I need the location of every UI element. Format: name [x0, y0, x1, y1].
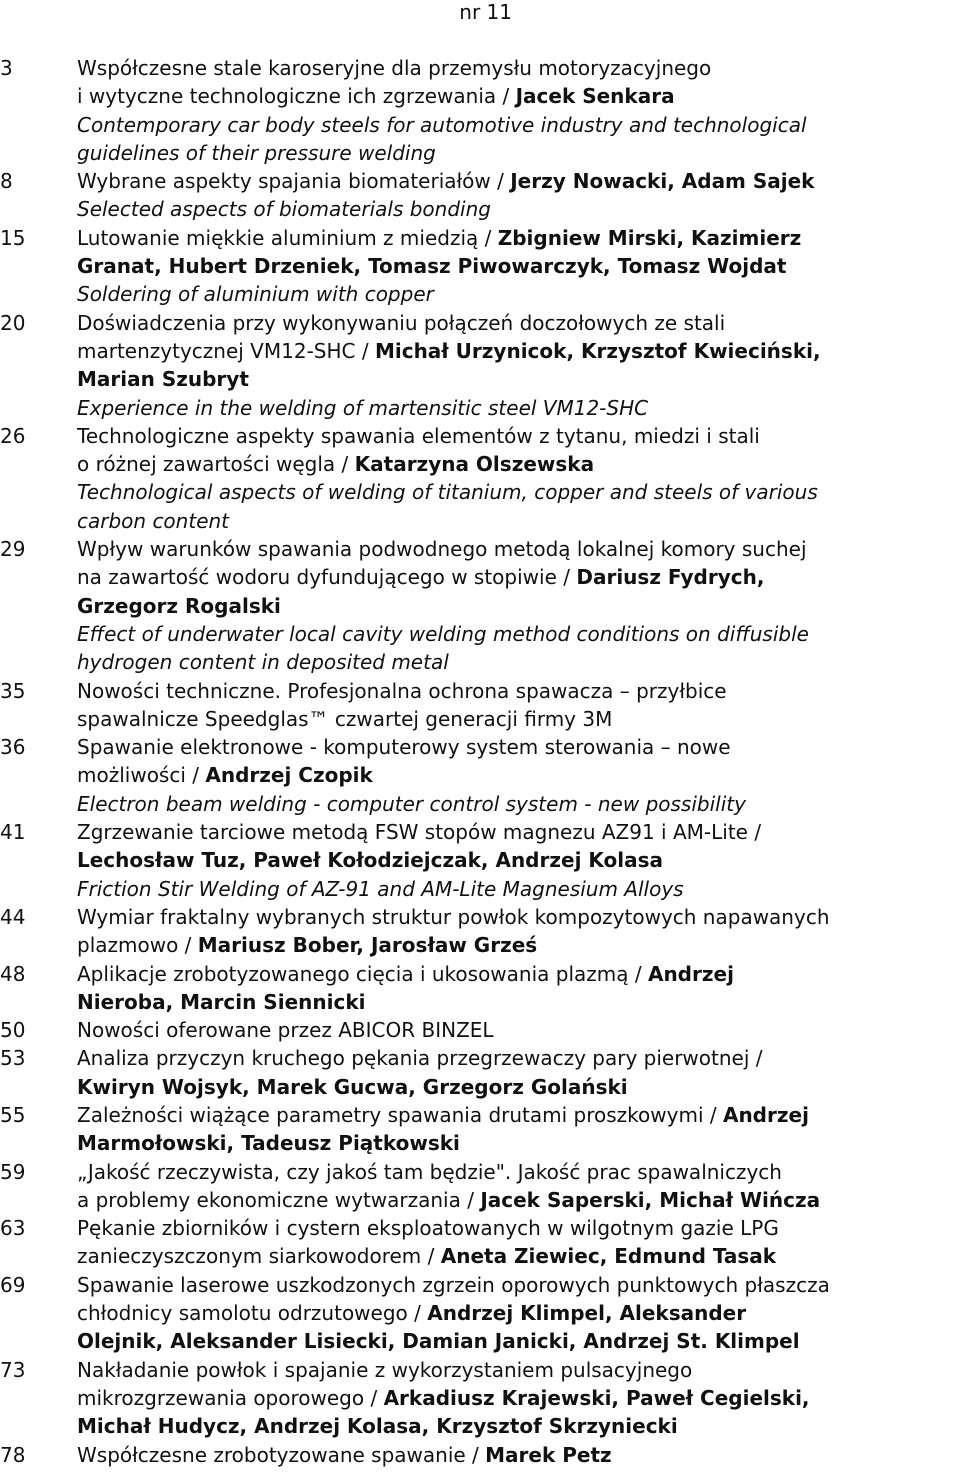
toc-page-number: 8 [0, 169, 13, 194]
toc-title-line [77, 337, 960, 365]
toc-entry [0, 733, 960, 818]
toc-title-text: Wpływ warunków spawania podwodnego metodą lokalnej komory suchej [77, 537, 807, 562]
toc-entry [0, 309, 960, 422]
toc-title-text: Doświadczenia przy wykonywaniu połączeń doczołowych ze stali [77, 310, 726, 335]
toc-authors: Aneta Ziewiec, Edmund Tasak [440, 1244, 777, 1269]
toc-title-text: Pękanie zbiorników i cystern eksploatowanych w wilgotnym gazie LPG [77, 1216, 779, 1241]
toc-page-number: 35 [0, 678, 26, 703]
toc-authors: Olejnik, Aleksander Lisiecki, Damian Janicki, Andrzej St. Klimpel [77, 1329, 800, 1354]
toc-title-text: Contemporary car body steels for automotive industry and technological [77, 112, 807, 137]
toc-title-line [77, 1327, 960, 1355]
toc-title-line [77, 1044, 960, 1072]
toc-title-text: plazmowo / [77, 933, 198, 958]
issue-number: nr 11 [459, 0, 512, 24]
toc-authors: Dariusz Fydrych, [576, 565, 765, 590]
toc-entry [0, 1214, 960, 1271]
toc-english-title-line [77, 394, 960, 422]
toc-title-text: Analiza przyczyn kruchego pękania przegrzewaczy pary pierwotnej / [77, 1046, 763, 1071]
toc-entry [0, 818, 960, 903]
toc-entry [0, 1271, 960, 1356]
toc-title-text: Soldering of aluminium with copper [77, 282, 434, 307]
toc-title-line [77, 422, 960, 450]
toc-english-title-line [77, 139, 960, 167]
toc-title-text: hydrogen content in deposited metal [77, 650, 449, 675]
toc-title-text: Aplikacje zrobotyzowanego cięcia i ukosowania plazmą / [77, 961, 648, 986]
toc-title-text: Spawanie laserowe uszkodzonych zgrzein oporowych punktowych płaszcza [77, 1272, 830, 1297]
toc-title-text: Współczesne zrobotyzowane spawanie / [77, 1442, 486, 1467]
toc-title-text: Nakładanie powłok i spajanie z wykorzystaniem pulsacyjnego [77, 1357, 693, 1382]
toc-title-text: Spawanie elektronowe - komputerowy system sterowania – nowe [77, 735, 731, 760]
toc-title-text: Effect of underwater local cavity welding method conditions on diffusible [77, 621, 809, 646]
toc-authors: Marek Petz [485, 1442, 612, 1467]
toc-title-text: Zgrzewanie tarciowe metodą FSW stopów magnezu AZ91 i AM-Lite / [77, 820, 762, 845]
toc-title-text: Technologiczne aspekty spawania elementów z tytanu, miedzi i stali [77, 423, 760, 448]
toc-page-number: 44 [0, 904, 26, 929]
toc-page-number: 69 [0, 1272, 26, 1297]
toc-title-text: martenzytycznej VM12-SHC / [77, 338, 375, 363]
toc-title-line [77, 761, 960, 789]
toc-title-line [77, 563, 960, 591]
toc-entry [0, 1101, 960, 1158]
toc-title-text: Lutowanie miękkie aluminium z miedzią / [77, 225, 498, 250]
toc-entry [0, 1356, 960, 1441]
toc-title-text: Zależności wiążące parametry spawania drutami proszkowymi / [77, 1102, 723, 1127]
toc-entry [0, 1044, 960, 1101]
toc-authors: Michał Hudycz, Andrzej Kolasa, Krzysztof Skrzyniecki [77, 1414, 678, 1439]
toc-title-text: Electron beam welding - computer control system - new possibility [77, 791, 746, 816]
toc-title-text: Experience in the welding of martensitic steel VM12-SHC [77, 395, 649, 420]
toc-title-line [77, 1356, 960, 1384]
toc-page-number: 15 [0, 225, 26, 250]
toc-page-number: 20 [0, 310, 26, 335]
toc-title-text: „Jakość rzeczywista, czy jakoś tam będzie". Jakość prac spawalniczych [77, 1159, 782, 1184]
toc-page-number: 29 [0, 537, 26, 562]
table-of-contents [0, 54, 960, 1469]
toc-title-line [77, 224, 960, 252]
toc-title-line [77, 252, 960, 280]
toc-title-line [77, 1299, 960, 1327]
toc-title-text: a problemy ekonomiczne wytwarzania / [77, 1187, 481, 1212]
toc-title-text: guidelines of their pressure welding [77, 140, 436, 165]
toc-title-line [77, 1101, 960, 1129]
toc-authors: Mariusz Bober, Jarosław Grześ [197, 933, 538, 958]
toc-title-line [77, 846, 960, 874]
toc-title-line [77, 82, 960, 110]
toc-title-line [77, 450, 960, 478]
toc-page-number: 48 [0, 961, 26, 986]
toc-title-line [77, 818, 960, 846]
toc-authors: Marian Szubryt [77, 367, 249, 392]
toc-authors: Jerzy Nowacki, Adam Sajek [510, 169, 815, 194]
toc-title-line [77, 309, 960, 337]
toc-english-title-line [77, 648, 960, 676]
toc-title-line [77, 931, 960, 959]
toc-authors: Andrzej [647, 961, 734, 986]
toc-title-line [77, 1073, 960, 1101]
toc-title-line [77, 1158, 960, 1186]
toc-title-line [77, 705, 960, 733]
toc-entry [0, 677, 960, 734]
toc-title-line [77, 1129, 960, 1157]
toc-entry [0, 535, 960, 676]
toc-title-line [77, 988, 960, 1016]
toc-title-text: Wybrane aspekty spajania biomateriałów / [77, 169, 511, 194]
toc-page-number: 73 [0, 1357, 26, 1382]
toc-authors: Jacek Saperski, Michał Wińcza [480, 1187, 821, 1212]
toc-title-line [77, 167, 960, 195]
toc-title-text: zanieczyszczonym siarkowodorem / [77, 1244, 441, 1269]
toc-entry [0, 903, 960, 960]
toc-title-text: Nowości oferowane przez ABICOR BINZEL [77, 1018, 494, 1043]
toc-entry [0, 1441, 960, 1469]
toc-authors: Jacek Senkara [515, 84, 675, 109]
toc-entry [0, 1158, 960, 1215]
toc-page-number: 55 [0, 1102, 26, 1127]
toc-authors: Andrzej Czopik [205, 763, 373, 788]
toc-page-number: 3 [0, 56, 13, 80]
toc-authors: Grzegorz Rogalski [77, 593, 281, 618]
toc-title-line [77, 1441, 960, 1469]
toc-title-line [77, 592, 960, 620]
toc-title-text: Selected aspects of biomaterials bonding [77, 197, 491, 222]
toc-title-line [77, 365, 960, 393]
toc-page-number: 59 [0, 1159, 26, 1184]
toc-title-line [77, 1412, 960, 1440]
toc-page-number: 26 [0, 423, 26, 448]
toc-title-text: Wymiar fraktalny wybranych struktur powłok kompozytowych napawanych [77, 904, 830, 929]
toc-title-line [77, 903, 960, 931]
toc-page-number: 41 [0, 820, 26, 845]
toc-entry [0, 422, 960, 535]
toc-title-line [77, 1384, 960, 1412]
toc-title-line [77, 1271, 960, 1299]
toc-title-text: na zawartość wodoru dyfundującego w stopiwie / [77, 565, 577, 590]
toc-title-text: mikrozgrzewania oporowego / [77, 1385, 384, 1410]
toc-english-title-line [77, 875, 960, 903]
toc-authors: Granat, Hubert Drzeniek, Tomasz Piwowarczyk, Tomasz Wojdat [77, 254, 787, 279]
toc-title-line [77, 1214, 960, 1242]
toc-authors: Zbigniew Mirski, Kazimierz [497, 225, 802, 250]
toc-title-line [77, 733, 960, 761]
toc-entry [0, 960, 960, 1017]
toc-title-text: Nowości techniczne. Profesjonalna ochrona spawacza – przyłbice [77, 678, 727, 703]
toc-title-text: Technological aspects of welding of titanium, copper and steels of various [77, 480, 818, 505]
toc-title-line [77, 960, 960, 988]
toc-authors: Marmołowski, Tadeusz Piątkowski [77, 1131, 460, 1156]
toc-title-line [77, 1242, 960, 1270]
toc-page-number: 53 [0, 1046, 26, 1071]
toc-title-line [77, 54, 960, 82]
toc-authors: Michał Urzynicok, Krzysztof Kwieciński, [374, 338, 821, 363]
toc-title-text: o różnej zawartości węgla / [77, 452, 355, 477]
toc-page-number: 50 [0, 1018, 26, 1043]
toc-authors: Lechosław Tuz, Paweł Kołodziejczak, Andrzej Kolasa [77, 848, 664, 873]
toc-page-number: 63 [0, 1216, 26, 1241]
toc-authors: Katarzyna Olszewska [354, 452, 595, 477]
toc-title-line [77, 1186, 960, 1214]
toc-english-title-line [77, 790, 960, 818]
toc-title-text: spawalnicze Speedglas™ czwartej generacji firmy 3M [77, 706, 613, 731]
toc-title-text: Friction Stir Welding of AZ-91 and AM-Lite Magnesium Alloys [77, 876, 684, 901]
toc-entry [0, 1016, 960, 1044]
toc-english-title-line [77, 507, 960, 535]
toc-title-line [77, 677, 960, 705]
toc-english-title-line [77, 478, 960, 506]
toc-english-title-line [77, 280, 960, 308]
toc-english-title-line [77, 620, 960, 648]
toc-authors: Arkadiusz Krajewski, Paweł Cegielski, [383, 1385, 810, 1410]
toc-title-text: Współczesne stale karoseryjne dla przemysłu motoryzacyjnego [77, 56, 712, 80]
toc-title-text: możliwości / [77, 763, 206, 788]
toc-entry [0, 167, 960, 224]
toc-entry [0, 224, 960, 309]
toc-title-line [77, 535, 960, 563]
toc-authors: Nieroba, Marcin Siennicki [77, 989, 366, 1014]
toc-title-line [77, 1016, 960, 1044]
toc-title-text: chłodnicy samolotu odrzutowego / [77, 1301, 428, 1326]
toc-english-title-line [77, 195, 960, 223]
toc-page-number: 36 [0, 735, 26, 760]
toc-title-text: i wytyczne technologiczne ich zgrzewania / [77, 84, 516, 109]
toc-authors: Andrzej Klimpel, Aleksander [427, 1301, 747, 1326]
toc-authors: Andrzej [722, 1102, 809, 1127]
toc-english-title-line [77, 111, 960, 139]
toc-authors: Kwiryn Wojsyk, Marek Gucwa, Grzegorz Golański [77, 1074, 628, 1099]
toc-entry [0, 54, 960, 167]
toc-page-number: 78 [0, 1442, 26, 1467]
toc-title-text: carbon content [77, 508, 230, 533]
